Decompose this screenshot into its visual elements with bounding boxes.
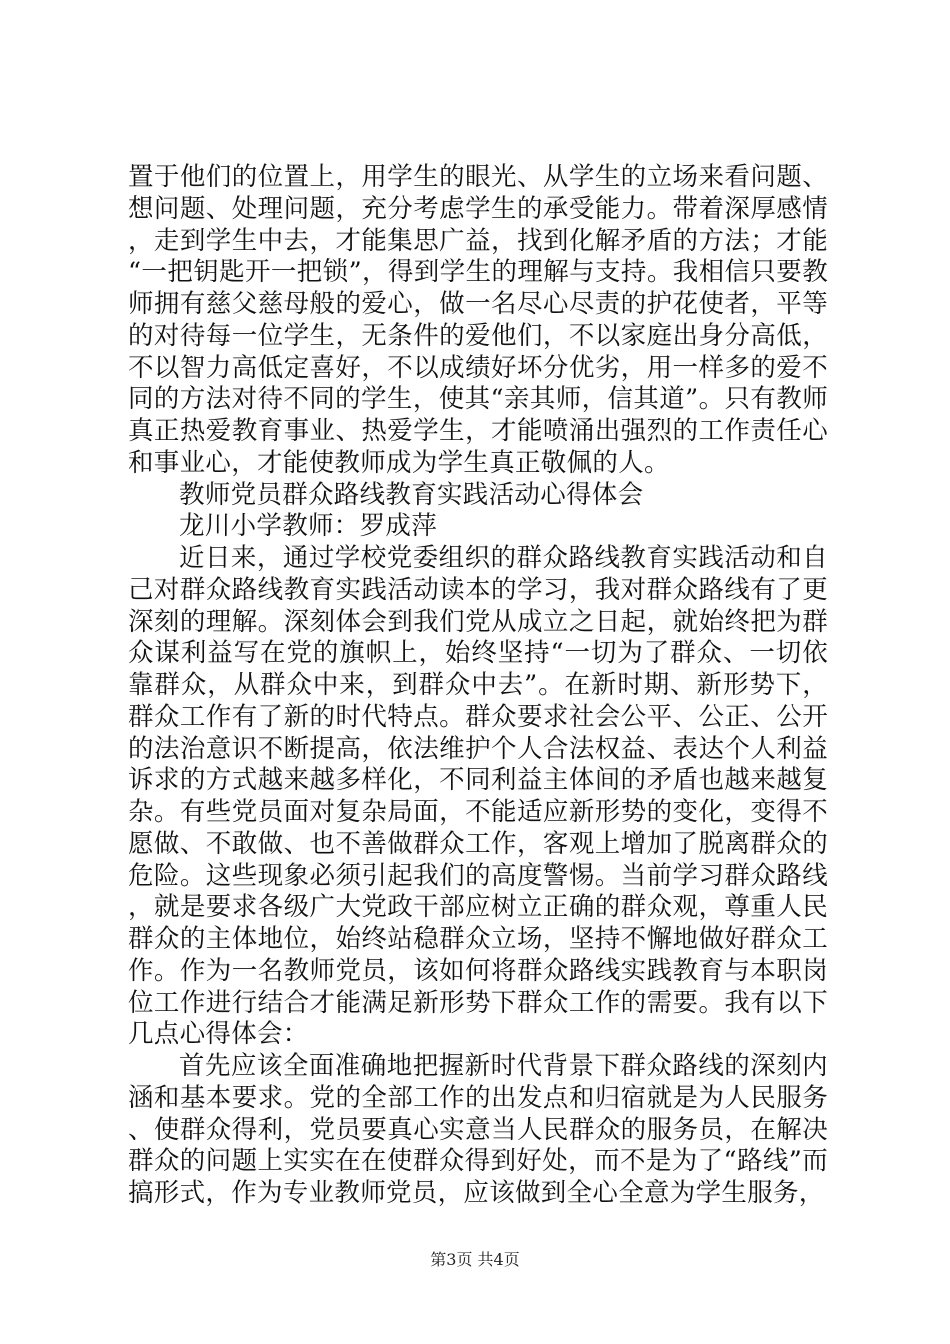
body-paragraph-first-point: 首先应该全面准确地把握新时代背景下群众路线的深刻内涵和基本要求。党的全部工作的出发点和归宿就是为人民服务、使群众得利，党员要真心实意当人民群众的服务员，在解决群众的问题上实实在在使群众得到好处，而不是为了“路线”而搞形式，作为专业教师党员，应该做到全心全意为学生服务， bbox=[128, 1051, 828, 1208]
body-paragraph-intro: 近日来，通过学校党委组织的群众路线教育实践活动和自己对群众路线教育实践活动读本的学习，我对群众路线有了更深刻的理解。深刻体会到我们党从成立之日起，就始终把为群众谋利益写在党的旗帜上，始终坚持“一切为了群众、一切依靠群众，从群众中来，到群众中去”。在新时期、新形势下，群众工作有了新的时代特点。群众要求社会公平、公正、公开的法治意识不断提高，依法维护个人合法权益、表达个人利益诉求的方式越来越多样化，不同利益主体间的矛盾也越来越复杂。有些党员面对复杂局面，不能适应新形势的变化，变得不愿做、不敢做、也不善做群众工作，客观上增加了脱离群众的危险。这些现象必须引起我们的高度警惕。当前学习群众路线，就是要求各级广大党政干部应树立正确的群众观，尊重人民群众的主体地位，始终站稳群众立场，坚持不懈地做好群众工作。作为一名教师党员，该如何将群众路线实践教育与本职岗位工作进行结合才能满足新形势下群众工作的需要。我有以下几点心得体会： bbox=[128, 543, 828, 1050]
body-paragraph-continuation: 置于他们的位置上，用学生的眼光、从学生的立场来看问题、想问题、处理问题，充分考虑学生的承受能力。带着深厚感情，走到学生中去，才能集思广益，找到化解矛盾的方法；才能“一把钥匙开一把锁”，得到学生的理解与支持。我相信只要教师拥有慈父慈母般的爱心，做一名尽心尽责的护花使者，平等的对待每一位学生，无条件的爱他们，不以家庭出身分高低，不以智力高低定喜好，不以成绩好坏分优劣，用一样多的爱不同的方法对待不同的学生，使其“亲其师，信其道”。只有教师真正热爱教育事业、热爱学生，才能喷涌出强烈的工作责任心和事业心，才能使教师成为学生真正敬佩的人。 bbox=[128, 162, 828, 478]
page-footer: 第3页 共4页 bbox=[430, 1250, 520, 1269]
document-body bbox=[128, 162, 828, 1210]
author-line: 龙川小学教师：罗成萍 bbox=[179, 511, 438, 542]
article-title: 教师党员群众路线教育实践活动心得体会 bbox=[179, 479, 644, 510]
